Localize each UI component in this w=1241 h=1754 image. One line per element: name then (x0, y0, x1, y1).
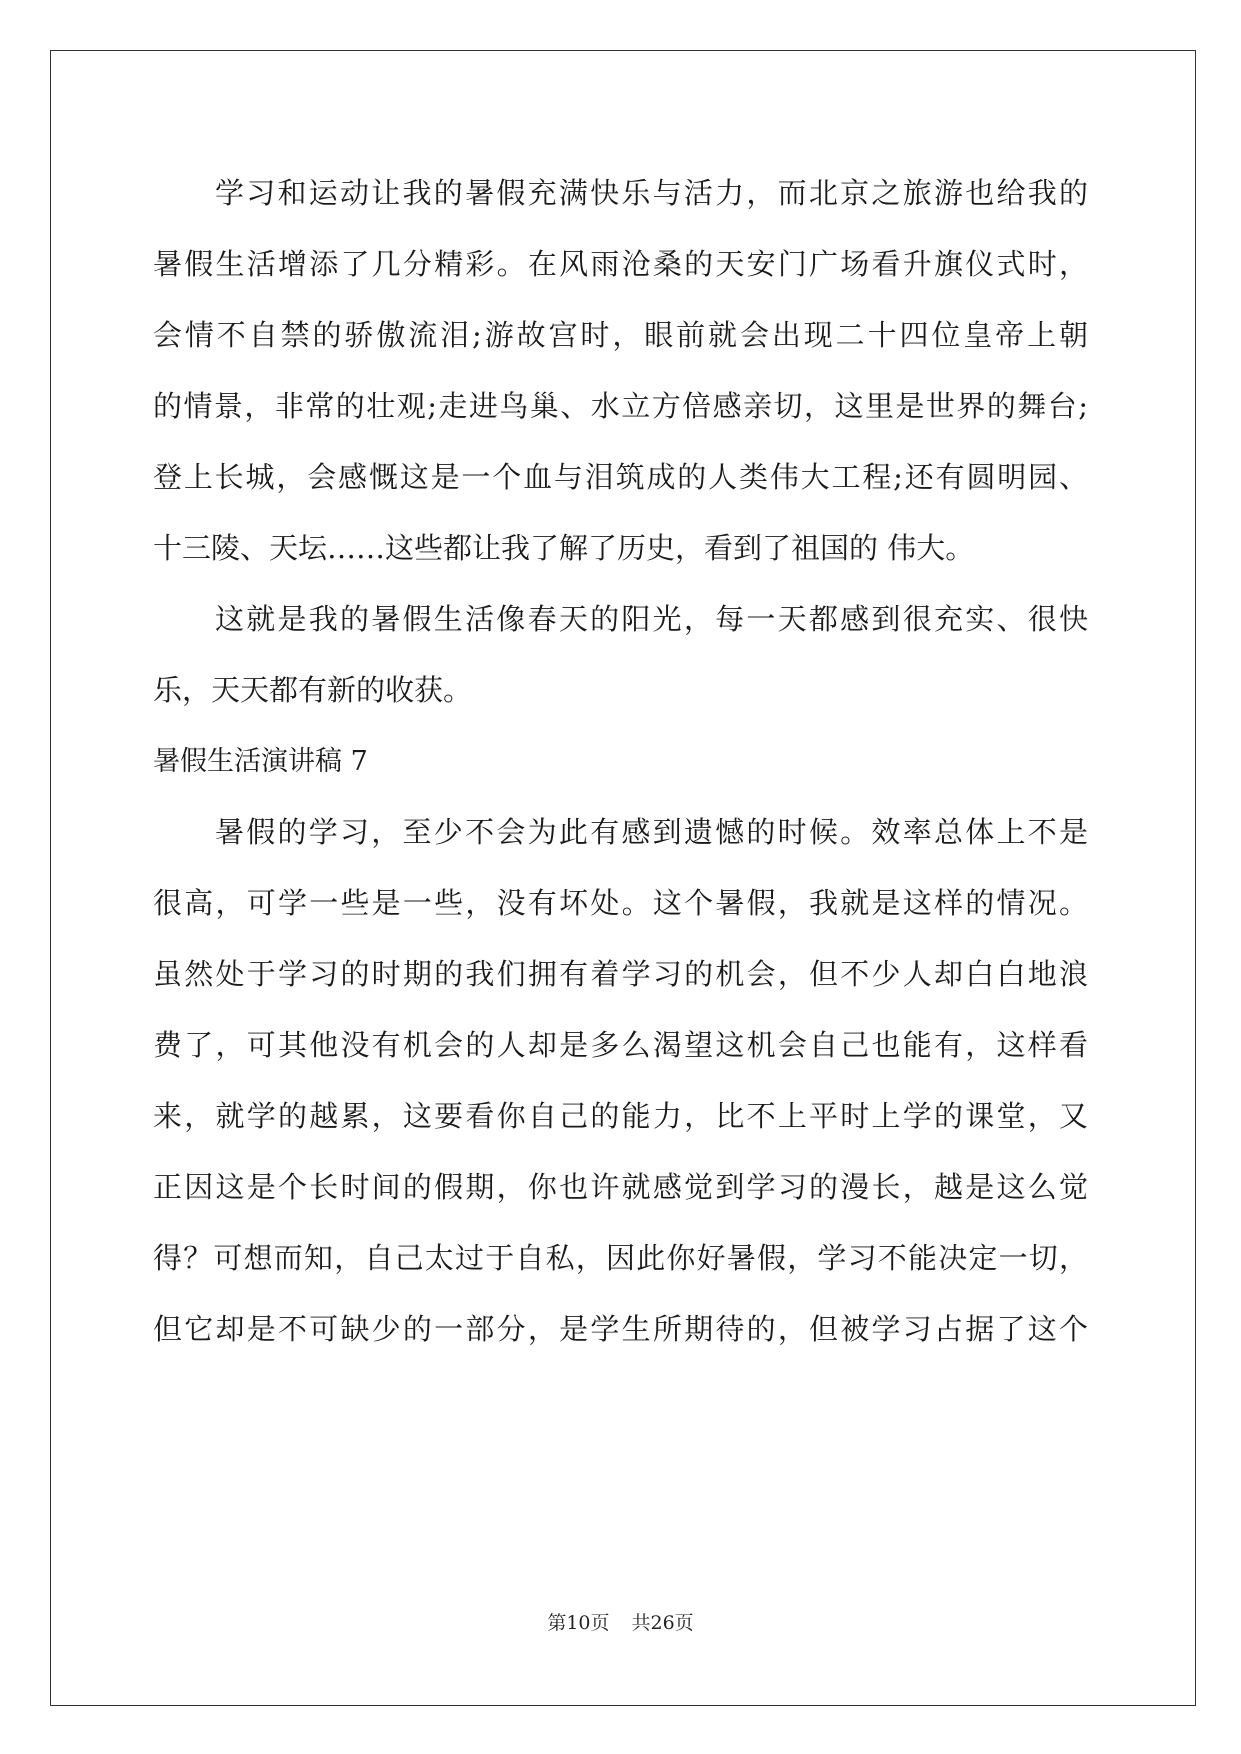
text-line: 登上长城，会感慨这是一个血与泪筑成的人类伟大工程;还有圆明园、 (153, 460, 1088, 494)
text-line: 这就是我的暑假生活像春天的阳光，每一天都感到很充实、很快 (215, 602, 1088, 636)
text-line: 正因这是个长时间的假期，你也许就感觉到学习的漫长，越是这么觉 (153, 1170, 1088, 1204)
page-footer (0, 1608, 1241, 1635)
section-heading: 暑假生活演讲稿 7 (153, 746, 368, 777)
document-body (153, 163, 1088, 1370)
page-number-total: 共26页 (631, 1612, 694, 1634)
text-line: 乐，天天都有新的收获。 (153, 673, 473, 707)
text-line: 但它却是不可缺少的一部分，是学生所期待的，但被学习占据了这个 (153, 1312, 1088, 1346)
page-number-current: 第10页 (547, 1612, 610, 1634)
text-line: 暑假的学习，至少不会为此有感到遗憾的时候。效率总体上不是 (215, 815, 1088, 849)
text-line: 十三陵、天坛……这些都让我了解了历史，看到了祖国的 伟大。 (153, 531, 975, 565)
text-line: 费了，可其他没有机会的人却是多么渴望这机会自己也能有，这样看 (153, 1028, 1088, 1062)
text-line: 很高，可学一些是一些，没有坏处。这个暑假，我就是这样的情况。 (153, 886, 1088, 920)
text-line: 得？可想而知，自己太过于自私，因此你好暑假，学习不能决定一切， (153, 1241, 1088, 1275)
text-line: 来，就学的越累，这要看你自己的能力，比不上平时上学的课堂，又 (153, 1099, 1088, 1133)
text-line: 会情不自禁的骄傲流泪;游故宫时，眼前就会出现二十四位皇帝上朝 (153, 318, 1088, 352)
text-line: 虽然处于学习的时期的我们拥有着学习的机会，但不少人却白白地浪 (153, 957, 1088, 991)
text-line: 暑假生活增添了几分精彩。在风雨沧桑的天安门广场看升旗仪式时， (153, 247, 1088, 281)
text-line: 学习和运动让我的暑假充满快乐与活力，而北京之旅游也给我的 (215, 176, 1088, 210)
text-line: 的情景，非常的壮观;走进鸟巢、水立方倍感亲切，这里是世界的舞台; (153, 389, 1088, 423)
